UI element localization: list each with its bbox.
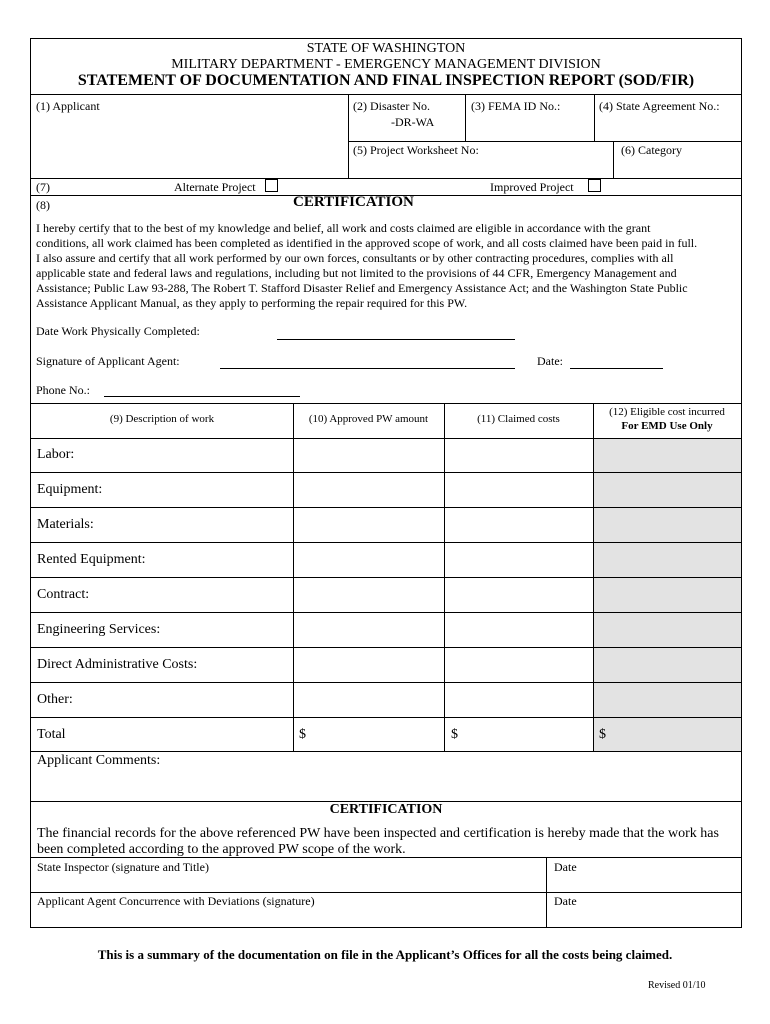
- certification-paragraph: [36, 221, 697, 311]
- inspection-text-line2: been completed according to the approved PW scope of the work.: [37, 842, 406, 857]
- certification-line: Assistance; Public Law 93-288, The Robert T. Stafford Disaster Relief and Emergency Assistance Act; and the Washington State Public: [36, 281, 688, 295]
- row-direct-admin-costs: Direct Administrative Costs:: [37, 657, 198, 672]
- description-header: (9) Description of work: [109, 413, 215, 425]
- project-worksheet-label: (5) Project Worksheet No:: [353, 143, 479, 157]
- inspection-text-line1: The financial records for the above referenced PW have been inspected and certification is hereby made that the work has: [37, 826, 719, 841]
- claimed-costs-header: (11) Claimed costs: [477, 413, 560, 425]
- alternate-project-label: Alternate Project: [174, 180, 256, 194]
- disaster-suffix: -DR-WA: [391, 115, 435, 129]
- item7-label: (7): [36, 180, 50, 194]
- fema-id-label: (3) FEMA ID No.:: [471, 99, 561, 113]
- alternate-project-checkbox[interactable]: [265, 179, 278, 192]
- applicant-label: (1) Applicant: [36, 99, 100, 113]
- emd-use-only-note: For EMD Use Only: [621, 420, 713, 432]
- applicant-signature-label: Signature of Applicant Agent:: [36, 354, 180, 368]
- header-state: STATE OF WASHINGTON: [306, 41, 466, 56]
- date-completed-line[interactable]: [277, 339, 515, 340]
- row-materials: Materials:: [37, 517, 94, 532]
- state-inspector-label: State Inspector (signature and Title): [37, 860, 209, 874]
- total-eligible-currency: $: [599, 727, 606, 742]
- inspection-certification-heading: CERTIFICATION: [329, 802, 443, 817]
- certification-line: I also assure and certify that all work performed by our own forces, consultants or by other contracting procedures, complies with all: [36, 251, 674, 265]
- total-approved-currency: $: [299, 727, 306, 742]
- date-completed-label: Date Work Physically Completed:: [36, 324, 200, 338]
- page-title: STATEMENT OF DOCUMENTATION AND FINAL INSPECTION REPORT (SOD/FIR): [77, 72, 695, 89]
- sod-fir-form: [30, 38, 742, 928]
- improved-project-checkbox[interactable]: [588, 179, 601, 192]
- certification-line: applicable state and federal laws and regulations, including but not limited to the provisions of 44 CFR, Emergency Management and: [36, 266, 677, 280]
- row-engineering-services: Engineering Services:: [37, 622, 161, 637]
- certification-line: Assistance Applicant Manual, as they apply to performing the repair required for this PW.: [36, 296, 468, 310]
- certification-line: conditions, all work claimed has been completed as identified in the approved scope of work, and all costs claimed have been paid in full.: [36, 236, 698, 250]
- phone-label: Phone No.:: [36, 383, 90, 397]
- row-total: Total: [37, 727, 66, 742]
- header-department: MILITARY DEPARTMENT - EMERGENCY MANAGEMENT DIVISION: [171, 57, 601, 72]
- row-contract: Contract:: [37, 587, 90, 602]
- category-label: (6) Category: [621, 143, 682, 157]
- row-rented-equipment: Rented Equipment:: [37, 552, 146, 567]
- improved-project-label: Improved Project: [490, 180, 574, 194]
- item8-label: (8): [36, 198, 50, 212]
- eligible-cost-header: (12) Eligible cost incurred: [609, 406, 725, 418]
- row-labor: Labor:: [37, 447, 75, 462]
- concurrence-label: Applicant Agent Concurrence with Deviations (signature): [37, 894, 315, 908]
- signature-date-line[interactable]: [570, 368, 663, 369]
- emd-shaded-column: [593, 439, 741, 751]
- signature-date-label: Date:: [537, 354, 563, 368]
- total-claimed-currency: $: [451, 727, 458, 742]
- applicant-signature-line[interactable]: [220, 368, 515, 369]
- approved-amount-header: (10) Approved PW amount: [308, 413, 429, 425]
- summary-note: This is a summary of the documentation on file in the Applicant’s Offices for all the costs being claimed.: [97, 947, 673, 962]
- state-inspector-date-label: Date: [554, 860, 577, 874]
- revision-label: Revised 01/10: [648, 980, 706, 991]
- concurrence-date-label: Date: [554, 894, 577, 908]
- phone-line[interactable]: [104, 396, 300, 397]
- disaster-no-label: (2) Disaster No.: [353, 99, 430, 113]
- certification-line: I hereby certify that to the best of my knowledge and belief, all work and costs claimed are eligible in accordance with the grant: [36, 221, 651, 235]
- certification-heading: CERTIFICATION: [293, 194, 414, 210]
- row-equipment: Equipment:: [37, 482, 103, 497]
- applicant-comments-label: Applicant Comments:: [37, 753, 161, 768]
- state-agreement-label: (4) State Agreement No.:: [599, 99, 720, 113]
- row-other: Other:: [37, 692, 73, 707]
